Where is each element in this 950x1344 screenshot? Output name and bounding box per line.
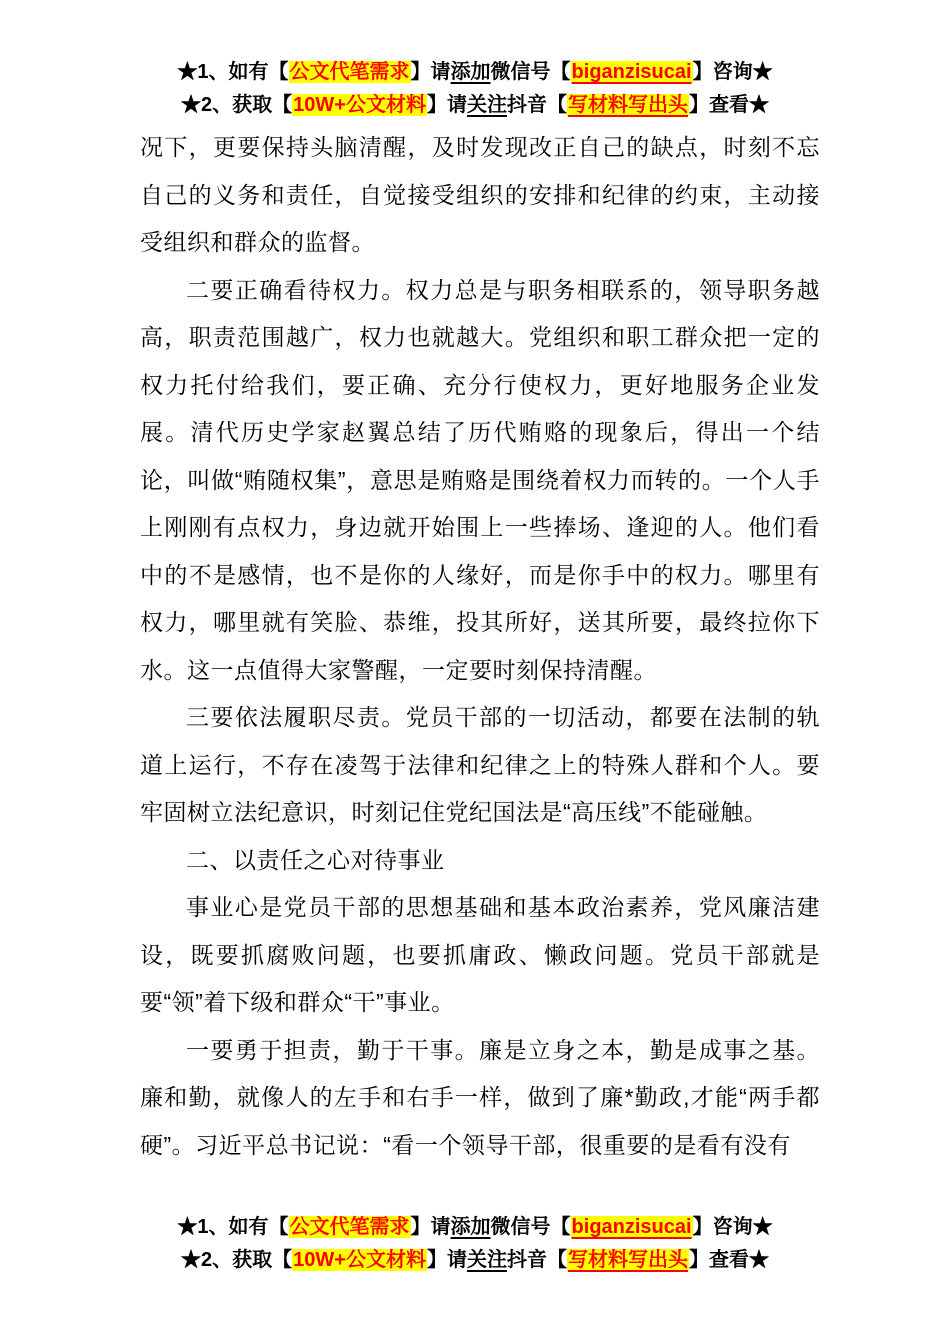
promo-underline-follow: 关注 bbox=[466, 94, 507, 116]
promo-prefix: ★1、如有【 bbox=[177, 1216, 289, 1238]
promo-highlight-material: 10W+公文材料 bbox=[293, 1249, 426, 1271]
promo-highlight-douyin-name: 写材料写出头 bbox=[567, 94, 688, 116]
promo-highlight-douyin-name: 写材料写出头 bbox=[567, 1249, 688, 1271]
promo-mid: 微信号【 bbox=[490, 61, 571, 83]
promo-prefix: ★2、获取【 bbox=[181, 1249, 293, 1271]
promo-footer bbox=[0, 1211, 950, 1277]
promo-footer-line-2 bbox=[0, 1244, 950, 1277]
promo-mid: 】请 bbox=[426, 1249, 467, 1271]
paragraph-career: 事业心是党员干部的思想基础和基本政治素养，党风廉洁建设，既要抓腐败问题，也要抓庸政、懒政问题。党员干部就是要“领”着下级和群众“干”事业。 bbox=[140, 894, 820, 1015]
promo-prefix: ★2、获取【 bbox=[181, 94, 293, 116]
paragraph-duty: 三要依法履职尽责。党员干部的一切活动，都要在法制的轨道上运行，不存在凌驾于法律和纪律之上的特殊人群和个人。要牢固树立法纪意识，时刻记住党纪国法是“高压线”不能碰触。 bbox=[140, 704, 820, 825]
promo-prefix: ★1、如有【 bbox=[177, 61, 289, 83]
promo-header-line-1 bbox=[0, 56, 950, 89]
promo-highlight-need: 公文代笔需求 bbox=[289, 61, 410, 83]
paragraph-continuation: 况下，更要保持头脑清醒，及时发现改正自己的缺点，时刻不忘自己的义务和责任，自觉接受组织的安排和纪律的约束，主动接受组织和群众的监督。 bbox=[140, 134, 820, 255]
document-body bbox=[140, 124, 820, 1169]
promo-mid: 抖音【 bbox=[506, 1249, 567, 1271]
promo-mid: 】请 bbox=[410, 1216, 451, 1238]
promo-underline-follow: 关注 bbox=[466, 1249, 507, 1271]
promo-highlight-wechat-id: biganzisucai bbox=[571, 1216, 692, 1238]
promo-suffix: 】查看★ bbox=[688, 94, 769, 116]
promo-suffix: 】查看★ bbox=[688, 1249, 769, 1271]
paragraph-power: 二要正确看待权力。权力总是与职务相联系的，领导职务越高，职责范围越广，权力也就越大。党组织和职工群众把一定的权力托付给我们，要正确、充分行使权力，更好地服务企业发展。清代历史学家赵翼总结了历代贿赂的现象后，得出一个结论，叫做“贿随权集”，意思是贿赂是围绕着权力而转的。一个人手上刚刚有点权力，身边就开始围上一些捧场、逢迎的人。他们看中的不是感情，也不是你的人缘好，而是你手中的权力。哪里有权力，哪里就有笑脸、恭维，投其所好，送其所要，最终拉你下水。这一点值得大家警醒，一定要时刻保持清醒。 bbox=[140, 276, 820, 683]
promo-suffix: 】咨询★ bbox=[692, 1216, 773, 1238]
promo-mid: 抖音【 bbox=[506, 94, 567, 116]
promo-highlight-wechat-id: biganzisucai bbox=[571, 61, 692, 83]
promo-header bbox=[0, 56, 950, 122]
promo-highlight-material: 10W+公文材料 bbox=[293, 94, 426, 116]
section-heading: 二、以责任之心对待事业 bbox=[186, 846, 445, 873]
promo-mid: 】请 bbox=[426, 94, 467, 116]
promo-suffix: 】咨询★ bbox=[692, 61, 773, 83]
promo-underline-add: 添加 bbox=[450, 1216, 491, 1238]
paragraph-diligence: 一要勇于担责，勤于干事。廉是立身之本，勤是成事之基。廉和勤，就像人的左手和右手一样，做到了廉*勤政,才能“两手都硬”。习近平总书记说：“看一个领导干部，很重要的是看有没有 bbox=[140, 1036, 820, 1158]
promo-header-line-2 bbox=[0, 89, 950, 122]
promo-mid: 微信号【 bbox=[490, 1216, 571, 1238]
promo-underline-add: 添加 bbox=[450, 61, 491, 83]
promo-mid: 】请 bbox=[410, 61, 451, 83]
promo-footer-line-1 bbox=[0, 1211, 950, 1244]
promo-highlight-need: 公文代笔需求 bbox=[289, 1216, 410, 1238]
